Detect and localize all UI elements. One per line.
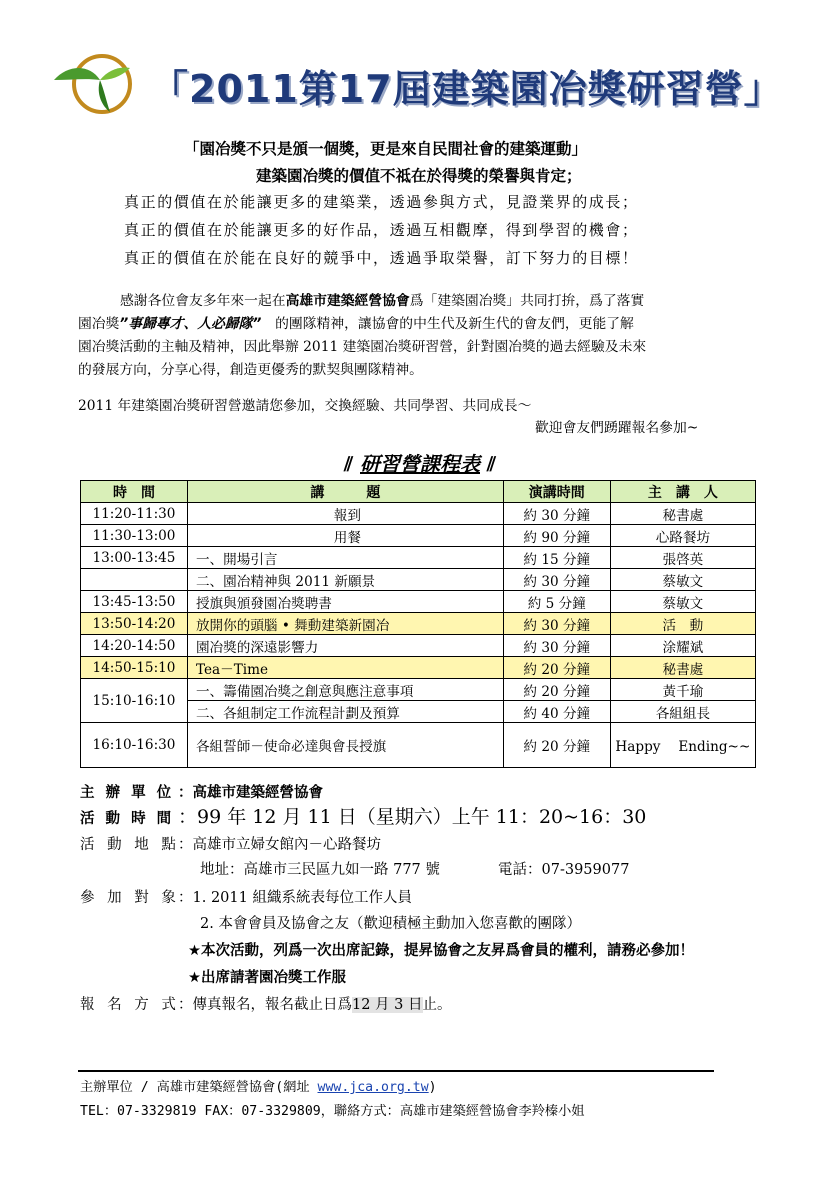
table-row: 二、各組制定工作流程計劃及預算 約 40 分鐘 各組組長 — [81, 701, 756, 723]
schedule-table — [80, 480, 756, 768]
table-row: 11:30-13:00 用餐 約 90 分鐘 心路餐坊 — [81, 525, 756, 547]
footer-contact-line: TEL：07-3329819 FAX：07-3329809，聯絡方式：高雄市建築經營協會李羚榛小姐 — [80, 1104, 585, 1119]
event-time-label: 活 動 時 間 — [80, 811, 175, 827]
audience-value-2: 2. 本會會員及協會之友（歡迎積極主動加入您喜歡的團隊） — [200, 916, 581, 932]
registration-label: 報 名 方 式 — [80, 997, 180, 1013]
table-row-highlighted: 14:50-15:10 Tea－Time 約 20 分鐘 秘書處 — [81, 657, 756, 679]
intro-line-2: 園冶獎”事歸專才、人必歸隊” 的團隊精神，讓協會的中生代及新生代的會友們，更能了解 — [78, 316, 634, 332]
header-topic: 講 題 — [187, 481, 503, 503]
deadline-date: 12 月 3 日 — [352, 997, 423, 1013]
table-row-highlighted: 13:50-14:20 放開你的頭腦 • 舞動建築新園冶 約 30 分鐘 活 動 — [81, 613, 756, 635]
header-time: 時 間 — [81, 481, 188, 503]
event-time-value: ：99 年 12 月 11 日（星期六）上午 11：20~16：30 — [178, 806, 647, 828]
header-speaker: 主 講 人 — [610, 481, 755, 503]
venue-value: ：高雄市立婦女館內－心路餐坊 — [178, 837, 381, 853]
table-row: 二、園冶精神與 2011 新願景 約 30 分鐘 蔡敏文 — [81, 569, 756, 591]
table-row: 13:45-13:50 授旗與頒發園冶獎聘書 約 5 分鐘 蔡敏文 — [81, 591, 756, 613]
motto: ”事歸專才、人必歸隊” — [119, 316, 262, 332]
stripe-decoration-left-icon: ⫽ — [344, 452, 360, 476]
intro-line-4: 的發展方向，分享心得，創造更優秀的默契與團隊精神。 — [78, 362, 423, 378]
value-line-3: 真正的價值在於能在良好的競爭中，透過爭取榮譽，訂下努力的目標！ — [124, 249, 639, 267]
schedule-heading: ⫽ 研習營課程表 ⫽ — [344, 452, 496, 476]
table-row: 11:20-11:30 報到 約 30 分鐘 秘書處 — [81, 503, 756, 525]
value-line-1: 真正的價值在於能讓更多的建築業，透過參與方式，見證業界的成長； — [124, 193, 639, 211]
leaf-logo-icon — [50, 50, 142, 118]
table-row: 13:00-13:45 一、開場引言 約 15 分鐘 張啓英 — [81, 547, 756, 569]
venue-phone: 電話：07-3959077 — [498, 862, 630, 878]
venue-address: 地址：高雄市三民區九如一路 777 號 — [200, 862, 440, 878]
slogan-line-2: 建築園冶獎的價值不祗在於得獎的榮譽與肯定； — [256, 167, 582, 185]
invite-line-2: 歡迎會友們踴躍報名參加~ — [535, 420, 699, 436]
invite-line-1: 2011 年建築園冶獎研習營邀請您參加，交換經驗、共同學習、共同成長～ — [78, 398, 532, 414]
website-link[interactable]: www.jca.org.tw — [317, 1080, 429, 1095]
venue-label: 活 動 地 點 — [80, 837, 180, 853]
stripe-decoration-right-icon: ⫽ — [480, 452, 496, 476]
dress-code-note: ★出席請著園冶獎工作服 — [188, 970, 346, 986]
registration-value: ：傳真報名，報名截止日爲12 月 3 日止。 — [178, 997, 452, 1013]
table-row: 15:10-16:10 一、籌備園冶獎之創意與應注意事項 約 20 分鐘 黃千瑜 — [81, 679, 756, 701]
table-row: 16:10-16:30 各組誓師－使命必達與會長授旗 約 20 分鐘 Happy Ending~~ — [81, 723, 756, 768]
intro-line-3: 園冶獎活動的主軸及精神，因此舉辦 2011 建築園冶獎研習營，針對園冶獎的過去經驗及未來 — [78, 339, 647, 355]
intro-line-1: 感謝各位會友多年來一起在高雄市建築經營協會爲「建築園冶獎」共同打拚，爲了落實 — [120, 293, 645, 309]
attendance-note: ★本次活動，列爲一次出席記錄，提昇協會之友昇爲會員的權利，請務必參加！ — [188, 943, 694, 959]
header-duration: 演講時間 — [503, 481, 610, 503]
organizer-label: 主 辦 單 位 — [80, 785, 175, 801]
footer-line-1: 主辦單位 / 高雄市建築經營協會(網址 www.jca.org.tw) — [80, 1080, 437, 1095]
audience-value-1: ：1. 2011 組織系統表每位工作人員 — [178, 890, 412, 906]
value-line-2: 真正的價值在於能讓更多的好作品，透過互相觀摩，得到學習的機會； — [124, 221, 639, 239]
organizer-value: ：高雄市建築經營協會 — [178, 785, 323, 801]
footer-divider — [78, 1070, 714, 1072]
page-title: 「2011第17屆建築園冶獎研習營」 — [150, 67, 783, 111]
org-name: 高雄市建築經營協會 — [285, 293, 410, 309]
slogan-line-1: 「園冶獎不只是頒一個獎，更是來自民間社會的建築運動」 — [184, 140, 588, 158]
table-row: 14:20-14:50 園冶獎的深遠影響力 約 30 分鐘 涂耀斌 — [81, 635, 756, 657]
table-header-row — [81, 481, 756, 503]
audience-label: 參 加 對 象 — [80, 890, 180, 906]
